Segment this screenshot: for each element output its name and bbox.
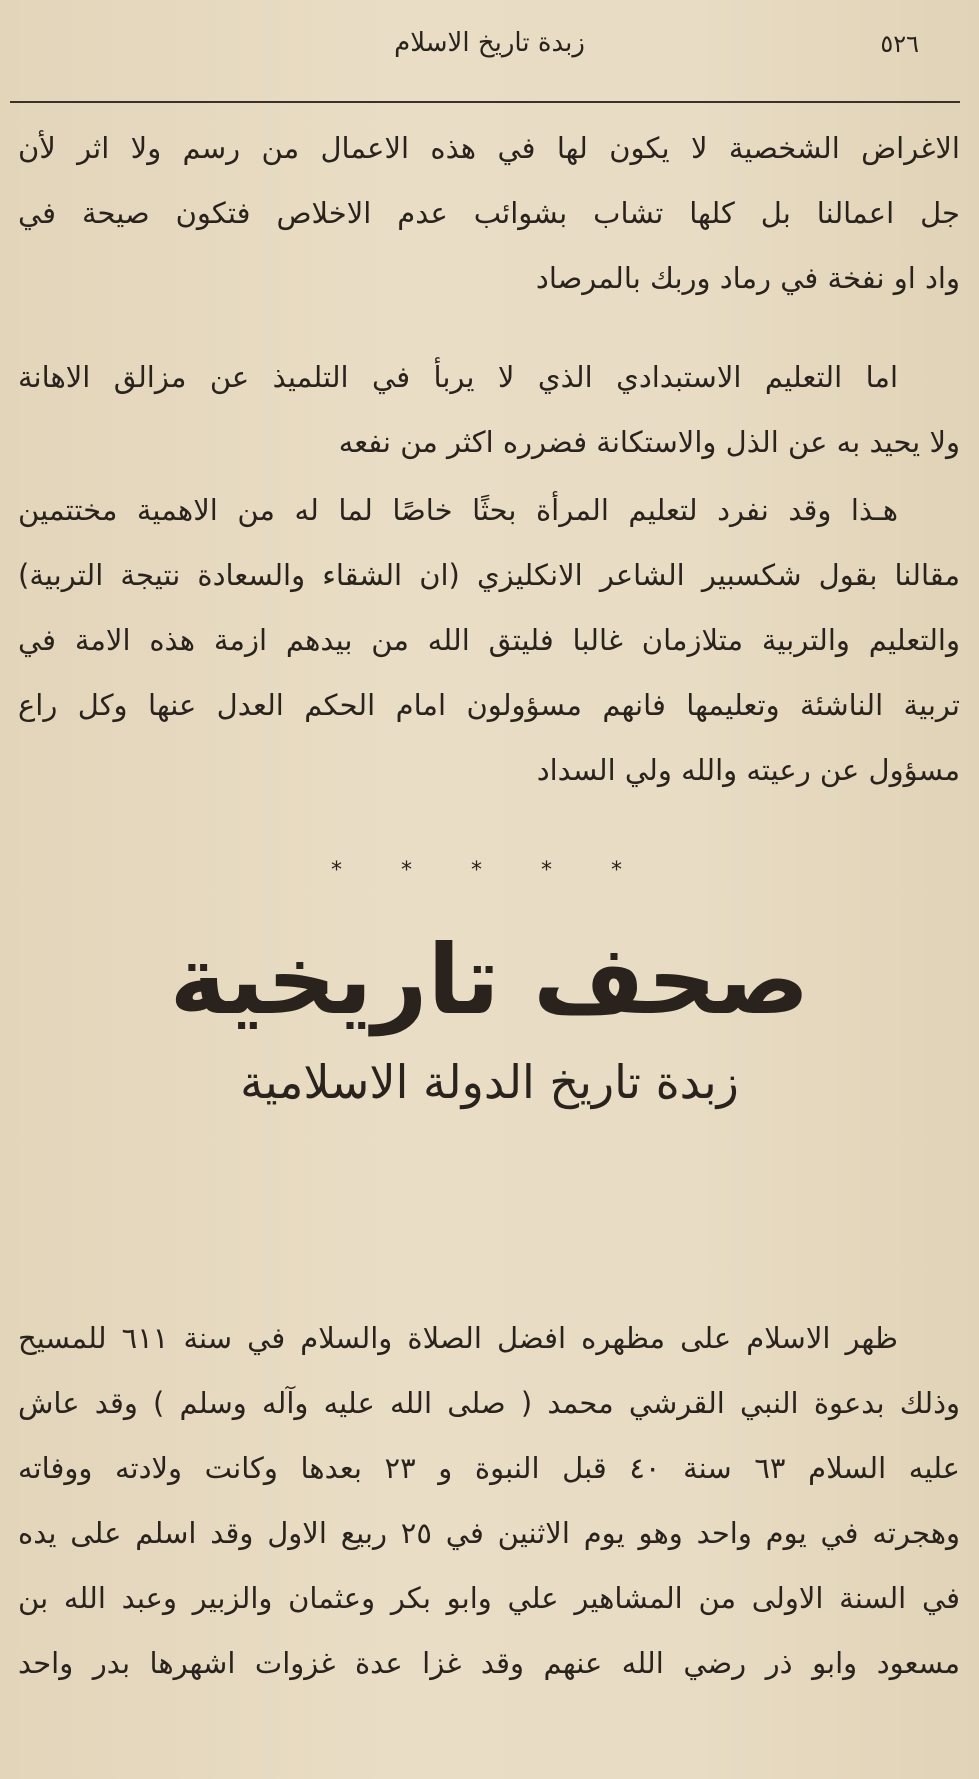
text-line: والتعليم والتربية متلازمان غالبا فليتق الله من بيدهم ازمة هذه الامة في <box>18 623 960 657</box>
text-line: واد او نفخة في رماد وربك بالمرصاد <box>535 261 960 295</box>
text-line: مسعود وابو ذر رضي الله عنهم وقد غزا عدة غزوات اشهرها بدر واحد <box>18 1646 960 1680</box>
text-line: وهجرته في يوم واحد وهو يوم الاثنين في ٢٥ ربيع الاول وقد اسلم على يده <box>18 1516 961 1550</box>
text-line: عليه السلام ٦٣ سنة ٤٠ قبل النبوة و ٢٣ بعدها وكانت ولادته ووفاته <box>18 1451 960 1485</box>
page-number: ٥٢٦ <box>880 30 919 58</box>
section-separator: * * * * * <box>331 858 648 883</box>
text-line: ولا يحيد به عن الذل والاستكانة فضرره اكثر من نفعه <box>338 425 960 459</box>
header-rule <box>10 101 960 103</box>
running-header-title: زبدة تاريخ الاسلام <box>394 28 585 58</box>
section-subtitle: زبدة تاريخ الدولة الاسلامية <box>240 1055 739 1109</box>
text-line: وذلك بدعوة النبي القرشي محمد ( صلى الله عليه وآله وسلم ) وقد عاش <box>18 1386 960 1420</box>
text-line: جل اعمالنا بل كلها تشاب بشوائب عدم الاخلاص فتكون صيحة في <box>18 196 960 230</box>
text-line: ظهر الاسلام على مظهره افضل الصلاة والسلام في سنة ٦١١ للمسيح <box>18 1321 898 1355</box>
section-title: صحف تاريخية <box>169 924 810 1036</box>
text-line: في السنة الاولى من المشاهير علي وابو بكر وعثمان والزبير وعبد الله بن <box>18 1581 960 1615</box>
text-line: مسؤول عن رعيته والله ولي السداد <box>536 753 960 787</box>
text-line: مقالنا بقول شكسبير الشاعر الانكليزي (ان الشقاء والسعادة نتيجة التربية) <box>18 558 960 592</box>
text-line: الاغراض الشخصية لا يكون لها في هذه الاعمال من رسم ولا اثر لأن <box>18 131 960 165</box>
text-line: تربية الناشئة وتعليمها فانهم مسؤولون امام الحكم العدل عنها وكل راع <box>18 688 960 722</box>
text-line: اما التعليم الاستبدادي الذي لا يربأ في التلميذ عن مزالق الاهانة <box>18 360 898 394</box>
text-line: هـذا وقد نفرد لتعليم المرأة بحثًا خاصًا لما له من الاهمية مختتمين <box>18 493 898 527</box>
